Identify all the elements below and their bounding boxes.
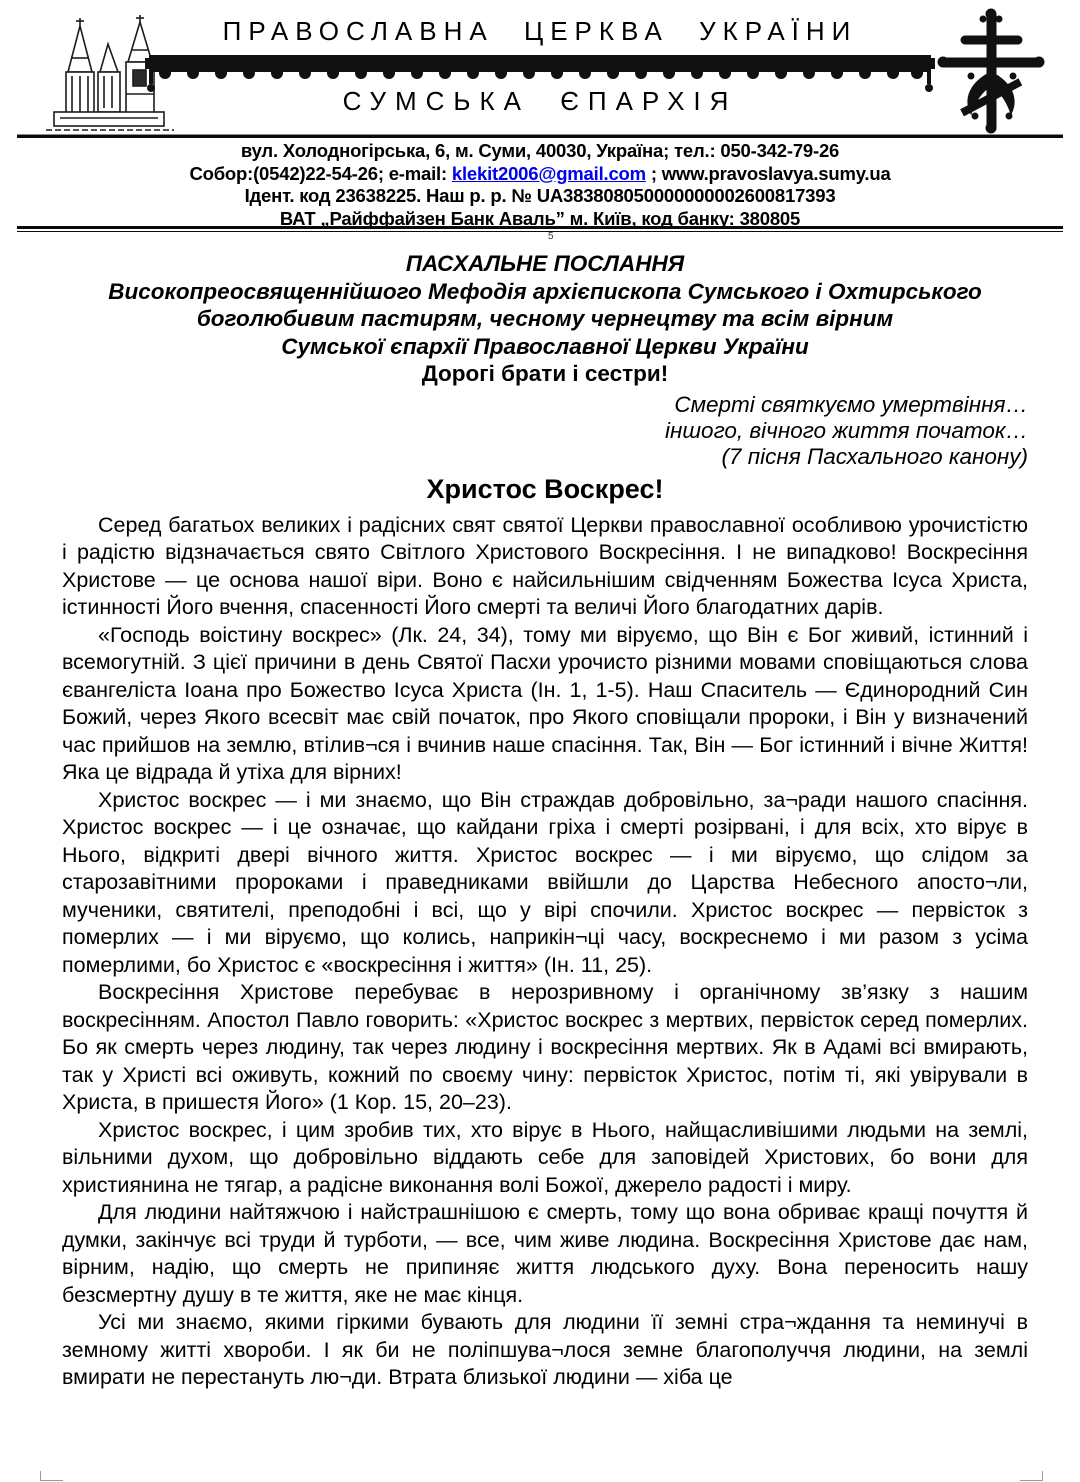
- epistle-body: [62, 512, 1028, 1392]
- org-name-title: ПРАВОСЛАВНА ЦЕРКВА УКРАЇНИ: [222, 16, 858, 46]
- ident-account-line: Ідент. код 23638225. Наш р. р. № UA383808050000000002600817393: [244, 185, 836, 206]
- paragraph: «Господь воістину воскрес» (Лк. 24, 34), тому ми віруємо, що Він є Бог живий, істинний і всемогутній. З цієї причини в день Святої Пасхи урочисто різними мовами сповіщаються слова євангеліста Іоана про Божество Ісуса Христа (Ін. 1, 1-5). Наш Спаситель — Єдинородний Син Божий, через Якого всесвіт має свій початок, про Якого сповіщали пророки, і Він у визначений час прийшов на землю, втілив¬ся і вчинив наше спасіння. Так, Він — Бог істинний і вічне Життя! Яка це відрада й утіха для вірних!: [62, 622, 1028, 784]
- epigraph-line: іншого, вічного життя початок…: [665, 417, 1028, 443]
- orthodox-cross-illustration: [925, 6, 1057, 136]
- phone-email-line: [40, 163, 1040, 186]
- epistle-salutation: Дорогі брати і сестри!: [421, 361, 669, 386]
- epigraph: [62, 392, 1028, 470]
- epigraph-line: Смерті святкуємо умертвіння…: [674, 391, 1028, 417]
- phone-email-prefix: Собор:(0542)22-54-26; e-mail:: [189, 162, 452, 184]
- epistle-heading: [62, 250, 1028, 388]
- website-text: ; www.pravoslavya.sumy.ua: [645, 162, 891, 184]
- eparchy-name-title: СУМСЬКА ЄПАРХІЯ: [342, 86, 738, 116]
- header-divider-rule: [17, 134, 1063, 138]
- epistle-title: ПАСХАЛЬНЕ ПОСЛАННЯ: [405, 251, 685, 276]
- epistle-author-line: Високопреосвященнійшого Мефодія архієпископа Сумського і Охтирського: [108, 278, 982, 304]
- bank-line: ВАТ „Райффайзен Банк Аваль” м. Київ, код банку: 380805: [279, 207, 801, 229]
- paragraph: Христос воскрес, і цим зробив тих, хто вірує в Нього, найщасливішими людьми на землі, вільними духом, що добровільно віддають себе для заповідей Христових, бо вони для християнина не тягар, а радісне виконання волі Божої, джерело радості і миру.: [62, 1117, 1028, 1197]
- epistle-content: [62, 250, 1028, 1392]
- email-link[interactable]: klekit2006@gmail.com: [451, 162, 646, 184]
- paragraph: Усі ми знаємо, якими гіркими бувають для людини її земні стра¬ждання та неминучі в земному житті хвороби. І як би не поліпшува¬лося земне благополуччя людини, на землі вмирати не перестануть лю¬ди. Втрата близької людини — хіба це: [62, 1310, 1028, 1389]
- page-corner-mark-right: [1020, 1471, 1043, 1481]
- epigraph-source: (7 пісня Пасхального канону): [721, 443, 1028, 469]
- paragraph: Христос воскрес — і ми знаємо, що Він страждав добровільно, за¬ради нашого спасіння. Христос воскрес — і це означає, що кайдани гріха і смерті розірвані, і для всіх, хто вірує в Нього, відкриті двері вічного життя. Христос воскрес — і ми віруємо, що слідом за старозавітними пророками і праведниками ввійшли до Царства Небесного апосто¬ли, мученики, святителі, преподобні і всі, що у вірі спочили. Христос воскрес — первісток з померлих — і ми віруємо, що колись, наприкін¬ці часу, воскреснемо і ми разом з усіма померлими, бо Христос є «воскресіння і життя» (Ін. 11, 25).: [62, 787, 1028, 977]
- paragraph: Серед багатьох великих і радісних свят святої Церкви православної особливою урочистістю і радістю відзначається свято Світлого Христового Воскресіння. І не випадково! Воскресіння Христове — це основа нашої віри. Воно є найсильнішим свідченням Божества Ісуса Христа, істинності Його вчення, спасенності Його смерті та величі Його благодатних дарів.: [62, 512, 1028, 619]
- page-number-mark: 5: [548, 231, 554, 242]
- greeting-title: Христос Воскрес!: [426, 473, 664, 504]
- address-line: вул. Холодногірська, 6, м. Суми, 40030, Україна; тел.: 050-342-79-26: [240, 140, 840, 161]
- page-corner-mark-left: [40, 1471, 63, 1481]
- epistle-addressees-line: боголюбивим пастирям, чесному чернецтву та всім вірним: [196, 306, 894, 331]
- contact-block: [40, 140, 1040, 230]
- contact-divider-rule: [17, 226, 1063, 232]
- paragraph: Для людини найтяжчою і найстрашнішою є смерть, тому що вона обриває кращі почуття й думки, закінчує всі труди й турботи, — все, чим живе людина. Воскресіння Христове дає нам, вірним, надію, що смерть не припиняє життя людського духу. Вона переносить нашу безсмертну душу в те життя, яке не має кінця.: [62, 1200, 1028, 1307]
- letterhead: [0, 0, 1080, 137]
- paragraph: Воскресіння Христове перебуває в нерозривному і органічному зв’язку з нашим воскресінням. Апостол Павло говорить: «Христос воскрес з мертвих, первісток серед померлих. Бо як смерть через людину, так через людину і воскресіння мертвих. Як в Адамі всі вмирають, так у Христі всі оживуть, кожний по своєму чину: первісток Христос, потім ті, які увірували в Христа, в пришестя Його» (1 Кор. 15, 20–23).: [62, 980, 1028, 1114]
- epistle-eparchy-line: Сумської єпархії Православної Церкви України: [281, 333, 809, 359]
